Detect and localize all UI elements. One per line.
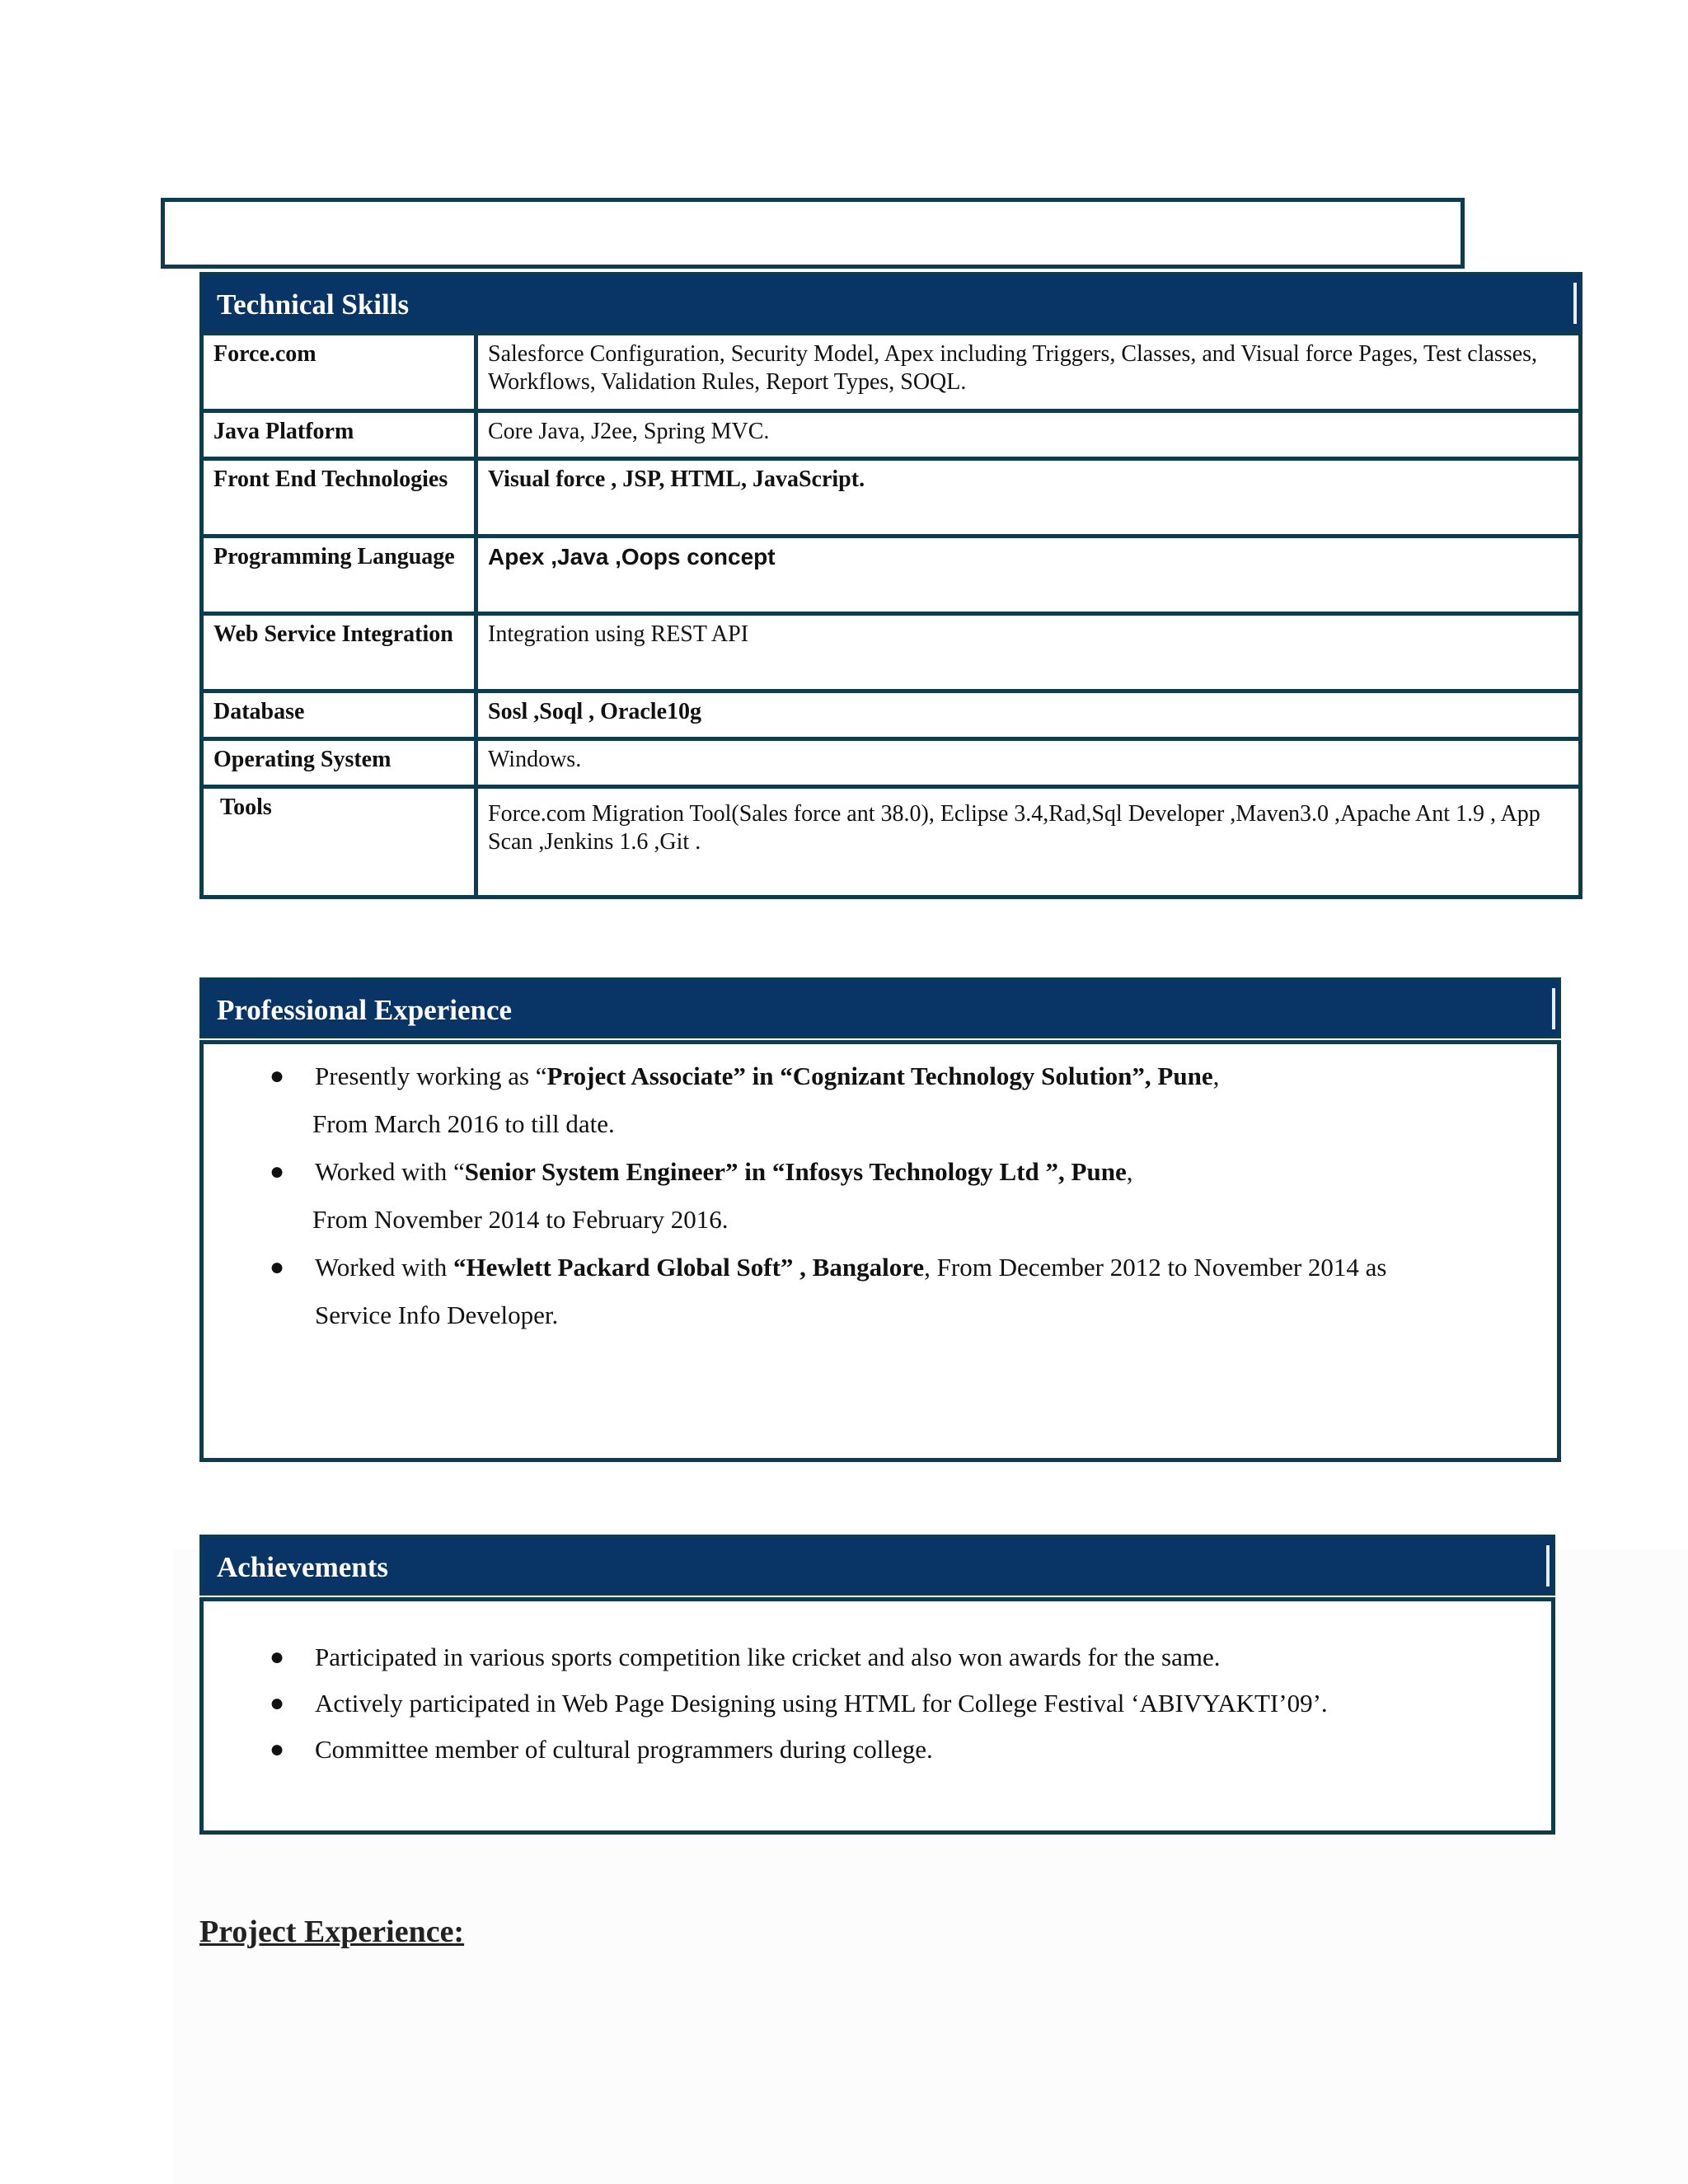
professional-experience-box [199,1040,1561,1462]
skill-value: Windows. [476,739,1581,787]
skill-label: Database [202,691,476,739]
skill-value: Force.com Migration Tool(Sales force ant 38.0), Eclipse 3.4,Rad,Sql Developer ,Maven3.0 ,Apache Ant 1.9 , App Scan ,Jenkins 1.6 ,Git . [476,787,1581,898]
skill-label: Front End Technologies [202,459,476,537]
technical-skills-heading-text: Technical Skills [217,288,410,321]
technical-skills-table [199,331,1582,899]
achievement-item [204,1634,1551,1680]
experience-item [204,1148,1557,1196]
skills-row [202,691,1581,739]
achievement-text: Participated in various sports competition like cricket and also won awards for the same. [315,1643,1221,1671]
skills-row [202,739,1581,787]
skill-value: Visual force , JSP, HTML, JavaScript. [476,459,1581,537]
skill-value: Core Java, J2ee, Spring MVC. [476,411,1581,459]
experience-text: , [1212,1062,1220,1090]
project-experience-heading: Project Experience: [199,1915,465,1949]
achievement-text: Committee member of cultural programmers during college. [315,1735,933,1764]
skills-row [202,411,1581,459]
skills-row [202,537,1581,614]
skill-label: Operating System [202,739,476,787]
skill-label: Java Platform [202,411,476,459]
experience-text: , From December 2012 to November 2014 as [924,1253,1387,1282]
skill-label: Web Service Integration [202,614,476,691]
experience-text: Worked with [315,1253,453,1282]
experience-company: “Hewlett Packard Global Soft” , Bangalore [452,1253,925,1282]
achievements-box [199,1597,1555,1835]
bullet-icon: ● [270,1736,285,1763]
experience-list [204,1052,1557,1100]
bullet-icon: ● [270,1643,285,1671]
experience-dates: From March 2016 to till date. [312,1109,615,1138]
skill-label: Force.com [202,334,476,411]
achievement-item [204,1680,1551,1727]
skills-row [202,459,1581,537]
skill-value: Salesforce Configuration, Security Model, Apex including Triggers, Classes, and Visual force Pages, Test classes, Workflows, Validation Rules, Report Types, SOQL. [476,334,1581,411]
achievement-text: Actively participated in Web Page Designing using HTML for College Festival ‘ABIVYAKTI’09’. [315,1689,1328,1718]
skill-value: Integration using REST API [476,614,1581,691]
experience-list [204,1148,1557,1196]
bullet-icon: ● [270,1254,285,1281]
skills-row [202,787,1581,898]
professional-experience-heading-text: Professional Experience [217,994,513,1026]
skill-label: Programming Language [202,537,476,614]
bullet-icon: ● [270,1062,285,1090]
achievements-list [204,1634,1551,1773]
experience-role: Project Associate” [546,1062,746,1090]
experience-role: Senior System Engineer” [464,1157,738,1186]
experience-role-line: Service Info Developer. [315,1301,559,1329]
experience-item [204,1244,1557,1291]
heading-edge-mark [1552,988,1555,1029]
achievements-heading-text: Achievements [217,1551,389,1583]
experience-text: Presently working as “ [315,1062,547,1090]
experience-company: in “Infosys Technology Ltd ”, Pune [738,1157,1127,1186]
skill-value: Sosl ,Soql , Oracle10g [476,691,1581,739]
skill-value: Apex ,Java ,Oops concept [476,537,1581,614]
skill-label: Tools [202,787,476,898]
heading-edge-mark [1573,283,1577,324]
experience-item [204,1052,1557,1100]
experience-list [204,1244,1557,1291]
heading-edge-mark [1546,1545,1550,1586]
achievements-heading [199,1535,1555,1596]
skills-row [202,614,1581,691]
name-header-box [161,198,1465,269]
experience-text: , [1126,1157,1133,1186]
experience-dates: From November 2014 to February 2016. [312,1205,729,1234]
experience-text: Worked with “ [315,1157,465,1186]
bullet-icon: ● [270,1690,285,1717]
professional-experience-heading [199,977,1561,1038]
bullet-icon: ● [270,1158,285,1185]
experience-company: in “Cognizant Technology Solution”, Pune [745,1062,1213,1090]
technical-skills-heading [199,272,1582,333]
skills-row [202,334,1581,411]
achievement-item [204,1727,1551,1773]
